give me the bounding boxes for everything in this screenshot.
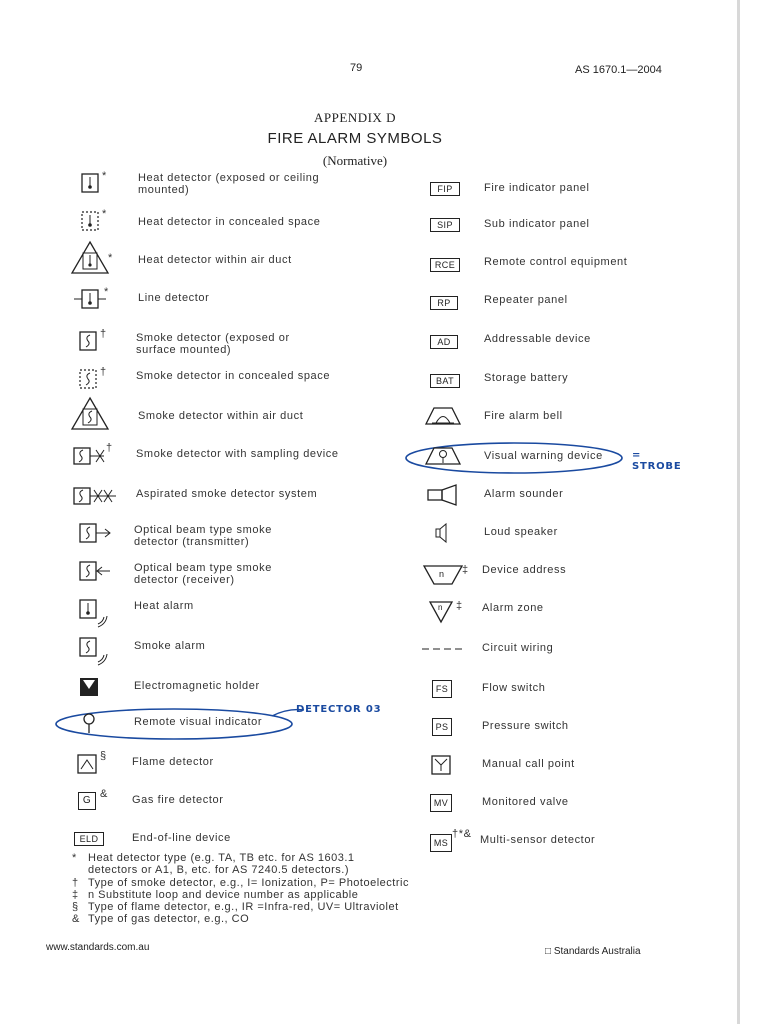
symbol-mark: &	[100, 788, 108, 800]
symbol-label: Remote control equipment	[484, 256, 628, 268]
symbol-label: Optical beam type smoke detector (receiver)	[134, 562, 272, 586]
symbol-label: Device address	[482, 564, 567, 576]
symbol-box-label: G	[78, 792, 96, 810]
symbol-label: Addressable device	[484, 333, 591, 345]
flame-detector-icon	[76, 752, 100, 776]
symbol-label: Repeater panel	[484, 294, 568, 306]
symbol-mark: §	[100, 750, 107, 762]
symbol-box-label: RP	[430, 296, 458, 310]
symbol-label: Smoke detector within air duct	[138, 410, 304, 422]
symbol-mark: ‡	[456, 600, 463, 612]
beam-receiver-icon	[78, 560, 114, 584]
footnotes	[72, 852, 409, 926]
footnote-line: detectors or A1, B, etc. for AS 7240.5 detectors.)	[88, 864, 350, 877]
footnote-line: † Type of smoke detector, e.g., I= Ionization, P= Photoelectric	[72, 876, 409, 889]
symbol-box-label: AD	[430, 335, 458, 349]
symbol-box-label: BAT	[430, 374, 460, 388]
symbol-label: Alarm zone	[482, 602, 544, 614]
symbol-label: Visual warning device	[484, 450, 603, 462]
symbol-label: Manual call point	[482, 758, 575, 770]
handwritten-annotation-strobe: = STROBE	[632, 450, 682, 472]
symbol-label: Heat alarm	[134, 600, 194, 612]
footnote-line: * Heat detector type (e.g. TA, TB etc. for AS 1603.1	[72, 852, 355, 864]
symbol-label: Alarm sounder	[484, 488, 564, 500]
symbol-label: Flow switch	[482, 682, 546, 694]
symbol-label: Fire indicator panel	[484, 182, 590, 194]
footnote-line: & Type of gas detector, e.g., CO	[72, 913, 250, 926]
symbol-mark: *	[104, 286, 109, 298]
symbol-label: Fire alarm bell	[484, 410, 563, 422]
footnote-line: ‡ n Substitute loop and device number as applicable	[72, 888, 359, 901]
remote-visual-indicator-icon	[80, 712, 98, 736]
smoke-detector-duct-icon	[70, 396, 114, 432]
footer-website[interactable]: www.standards.com.au	[46, 942, 150, 953]
symbol-label: Loud speaker	[484, 526, 558, 538]
symbol-box-label: FIP	[430, 182, 460, 196]
symbol-box-label: FS	[432, 680, 452, 698]
symbol-label: Monitored valve	[482, 796, 569, 808]
symbol-label: Line detector	[138, 292, 210, 304]
symbol-label: Smoke detector with sampling device	[136, 448, 339, 460]
symbol-mark: *	[102, 208, 107, 220]
symbol-mark: †	[100, 366, 107, 378]
aspirated-smoke-icon	[72, 484, 120, 508]
symbol-label: Optical beam type smoke detector (transmitter)	[134, 524, 272, 548]
symbol-mark: †	[106, 442, 113, 454]
standard-number: AS 1670.1—2004	[575, 64, 662, 76]
symbol-box-label: PS	[432, 718, 452, 736]
symbol-label: Pressure switch	[482, 720, 569, 732]
heat-detector-concealed-icon	[78, 210, 114, 234]
alarm-sounder-icon	[426, 484, 460, 506]
page-title: FIRE ALARM SYMBOLS	[267, 130, 443, 147]
visual-warning-device-icon	[424, 446, 464, 468]
symbol-mark: ‡	[462, 564, 469, 576]
fire-alarm-bell-icon	[424, 406, 464, 428]
page-subtitle: (Normative)	[322, 153, 388, 168]
symbol-box-label: n	[439, 569, 445, 579]
symbol-label: Multi-sensor detector	[480, 834, 596, 846]
loud-speaker-icon	[434, 522, 454, 544]
page-number: 79	[350, 62, 363, 74]
footnote-line: § Type of flame detector, e.g., IR =Infra-red, UV= Ultraviolet	[72, 901, 399, 914]
symbol-label: Circuit wiring	[482, 642, 554, 654]
page-edge	[737, 0, 740, 1024]
symbol-label: Smoke detector in concealed space	[136, 370, 331, 382]
symbol-label: Gas fire detector	[132, 794, 224, 806]
symbol-box-label: MV	[430, 794, 452, 812]
symbol-label: Electromagnetic holder	[134, 680, 260, 692]
symbol-mark: *	[102, 170, 107, 182]
symbol-label: Smoke detector (exposed or surface mounted)	[136, 332, 290, 356]
symbol-box-label: MS	[430, 834, 452, 852]
symbol-label: Heat detector in concealed space	[138, 216, 321, 228]
handwritten-annotation-detector: DETECTOR 03	[296, 704, 382, 715]
manual-call-point-icon	[430, 754, 454, 776]
symbol-label: Remote visual indicator	[134, 716, 263, 728]
symbol-box-label: RCE	[430, 258, 460, 272]
footer-copyright: □ Standards Australia	[545, 946, 641, 957]
symbol-mark: †	[100, 328, 107, 340]
heat-alarm-icon	[78, 598, 112, 628]
electromagnetic-holder-icon	[78, 676, 102, 698]
symbol-label: Heat detector within air duct	[138, 254, 292, 266]
symbol-mark: †*&	[452, 828, 472, 840]
symbol-box-label: SIP	[430, 218, 460, 232]
heat-detector-icon	[78, 172, 114, 196]
symbol-label: Flame detector	[132, 756, 214, 768]
beam-transmitter-icon	[78, 522, 114, 546]
symbol-label: Heat detector (exposed or ceiling mounted)	[138, 172, 320, 196]
symbol-label: Smoke alarm	[134, 640, 206, 652]
symbol-label: End-of-line device	[132, 832, 231, 844]
symbol-label: Sub indicator panel	[484, 218, 590, 230]
smoke-alarm-icon	[78, 636, 112, 668]
symbol-label: Aspirated smoke detector system	[136, 488, 318, 500]
symbol-box-label: n	[438, 603, 443, 612]
symbol-label: Storage battery	[484, 372, 569, 384]
smoke-sampling-icon	[72, 444, 108, 468]
appendix-heading: APPENDIX D	[314, 110, 396, 125]
symbol-box-label: ELD	[74, 832, 104, 846]
symbol-mark: *	[108, 252, 113, 264]
circuit-wiring-icon	[420, 646, 464, 652]
